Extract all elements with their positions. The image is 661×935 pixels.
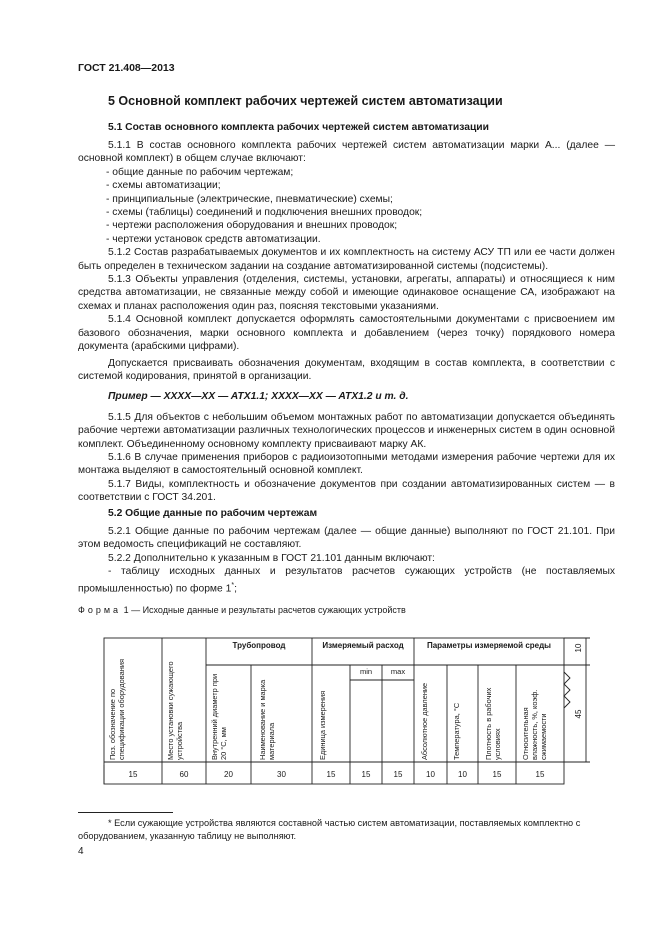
example-line: Пример — XXXX—XX — ATX1.1; XXXX—XX — ATX1.2 и т. д. <box>108 391 409 403</box>
paragraph-5-2-1: 5.2.1 Общие данные по рабочим чертежам (далее — общие данные) выполняют по ГОСТ 21.101. При этом ведомость спецификаций не составляют. <box>78 526 615 551</box>
width-label: 20 <box>224 770 233 779</box>
width-label: 15 <box>128 770 138 779</box>
section-title: 5 Основной комплект рабочих чертежей систем автоматизации <box>108 94 503 108</box>
paragraph-5-1-2: 5.1.2 Состав разрабатываемых документов и их комплектность на систему АСУ ТП или ее части должен быть определен в техническом задании на создание автоматизированной системы (подсистемы). <box>78 247 615 272</box>
width-label: 15 <box>535 770 545 779</box>
document-header: ГОСТ 21.408—2013 <box>78 62 175 74</box>
subsection-title-5-2: 5.2 Общие данные по рабочим чертежам <box>108 508 318 519</box>
paragraph-5-1-3: 5.1.3 Объекты управления (отделения, системы, установки, агрегаты, аппараты) и относящиеся к ним средства автоматизации, не связанные между собой и имеющие одинаковое оснащение СА, изображают на схемах и планах расположения один раз, поясняя текстовыми указаниями. <box>78 274 615 312</box>
form-caption <box>78 605 406 615</box>
column-header-unit: Единица измерения <box>318 690 327 760</box>
group-header-flow: Измеряемый расход <box>322 641 404 650</box>
paragraph-5-2-2: 5.2.2 Дополнительно к указанным в ГОСТ 21.101 данным включают: <box>108 552 435 564</box>
width-label: 10 <box>458 770 467 779</box>
group-header-params: Параметры измеряемой среды <box>426 641 552 650</box>
paragraph-5-1-4-note: Допускается присваивать обозначения документам, входящим в состав комплекта, в соответствии с системой кодирования, принятой в организации. <box>78 357 615 382</box>
flow-max-label: max <box>390 667 406 676</box>
paragraph-5-2-2-item <box>78 565 615 595</box>
column-header-temperature: Температура, °С <box>452 702 461 760</box>
list-item: - чертежи установок средств автоматизации. <box>106 233 321 245</box>
width-label: 60 <box>179 770 189 779</box>
paragraph-5-1-6: 5.1.6 В случае применения приборов с радиоизотопными методами измерения рабочие чертежи для их монтажа выделяют в самостоятельный основной комплект. <box>78 451 615 477</box>
width-label: 15 <box>326 770 336 779</box>
column-header-pos: Поз. обозначение по спецификации оборудования <box>108 659 126 760</box>
paragraph-5-1-5: 5.1.5 Для объектов с небольшим объемом монтажных работ по автоматизации допускается объединять рабочие чертежи автоматизации различных технологических процессов и инженерных систем в один основной комплект. Объединенному основному комплекту присваивают марку АК. <box>78 411 615 450</box>
list-item: - принципиальные (электрические, пневматические) схемы; <box>106 193 393 205</box>
form-caption-label: Форма <box>78 605 122 615</box>
footnote: * Если сужающие устройства являются составной частью систем автоматизации, поставляемых комплектно с оборудованием, указанную таблицу не выполняют. <box>78 818 581 841</box>
width-label: 15 <box>361 770 371 779</box>
group-header-pipe: Трубопровод <box>232 641 286 650</box>
body-text-5-1 <box>78 139 615 505</box>
column-header-location: Место установки сужающего устройства <box>166 661 184 760</box>
width-label: 15 <box>393 770 403 779</box>
height-label-header: 10 <box>574 643 583 653</box>
column-header-diameter: Внутренний диаметр при 20 °С, мм <box>210 673 228 760</box>
body-text-5-2 <box>78 525 615 595</box>
list-item: - схемы автоматизации; <box>106 180 221 192</box>
column-header-density: Плотность в рабочих условиях <box>484 687 502 760</box>
list-item: - общие данные по рабочим чертежам; <box>106 166 294 178</box>
list-item: - чертежи расположения оборудования и внешних проводок; <box>106 220 398 232</box>
footnote-separator <box>78 812 173 813</box>
paragraph-5-1-1: 5.1.1 В состав основного комплекта рабочих чертежей систем автоматизации марки А... (далее — основной комплект) в общем случае включают: <box>78 140 615 165</box>
form-caption-text: 1 — Исходные данные и результаты расчетов сужающих устройств <box>123 605 406 615</box>
width-label: 30 <box>277 770 286 779</box>
punctuation: ; <box>234 583 237 595</box>
column-header-humidity: Относительная влажность, %, коэф. сжимаемости <box>521 689 548 760</box>
paragraph-5-1-7: 5.1.7 Виды, комплектность и обозначение документов при создании автоматизированных систем — в соответствии с ГОСТ 34.201. <box>78 478 615 504</box>
footnote-marker: * <box>231 581 235 589</box>
page-number: 4 <box>78 846 84 857</box>
width-label: 15 <box>492 770 502 779</box>
form-reference-text: - таблицу исходных данных и результатов расчетов сужающих устройств (не поставляемых промышленностью) по форме 1 <box>78 566 615 595</box>
column-header-material: Наименование и марка материала <box>258 679 276 760</box>
paragraph-5-1-4: 5.1.4 Основной комплект допускается оформлять самостоятельными документами с присвоением им базового обозначения, марки основного комплекта и добавлением (через точку) порядкового номера документа (арабскими цифрами). <box>78 314 615 353</box>
list-item: - схемы (таблицы) соединений и подключения внешних проводок; <box>106 207 423 219</box>
column-header-pressure: Абсолютное давление <box>420 682 429 760</box>
subsection-title-5-1: 5.1 Состав основного комплекта рабочих чертежей систем автоматизации <box>108 122 489 133</box>
flow-min-label: min <box>359 667 373 676</box>
width-label: 10 <box>426 770 435 779</box>
height-label-body: 45 <box>574 709 583 719</box>
